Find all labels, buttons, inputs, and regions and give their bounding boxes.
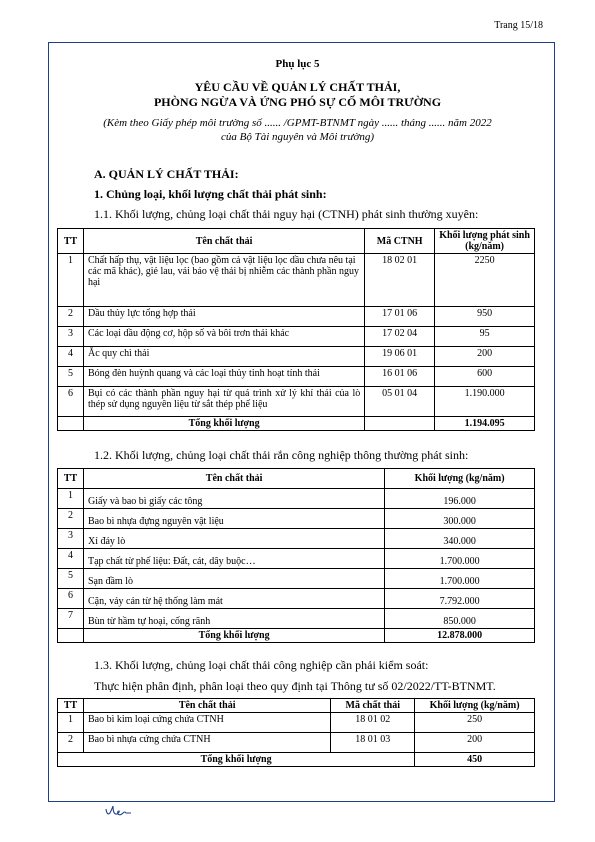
table-row — [58, 713, 535, 733]
cell-amount: 7.792.000 — [385, 589, 535, 609]
header-cell: Khối lượng (kg/năm) — [385, 469, 535, 489]
header-cell: Tên chất thải — [83, 469, 384, 489]
cell-code: 18 01 02 — [331, 713, 415, 733]
total-label: Tổng khối lượng — [83, 629, 384, 643]
table-row — [58, 327, 535, 347]
cell-empty — [58, 417, 84, 431]
cell-name: Ắc quy chì thải — [83, 347, 364, 367]
cell-code: 05 01 04 — [365, 387, 435, 417]
table-row — [58, 569, 535, 589]
cell-amount: 600 — [435, 367, 535, 387]
cell-name: Chất hấp thụ, vật liệu lọc (bao gồm cả vật liệu lọc dầu chưa nêu tại các mã khác), giẻ lau, vải bảo vệ thải bị nhiễm các thành phần nguy hại — [83, 254, 364, 307]
table-row — [58, 347, 535, 367]
cell-amount: 95 — [435, 327, 535, 347]
cell-amount: 340.000 — [385, 529, 535, 549]
cell-name: Bóng đèn huỳnh quang và các loại thủy tinh hoạt tính thải — [83, 367, 364, 387]
cell-amount: 850.000 — [385, 609, 535, 629]
cell-name: Bao bì nhựa đựng nguyên vật liệu — [83, 509, 384, 529]
table-header-row — [58, 469, 535, 489]
cell-amount: 250 — [415, 713, 535, 733]
table-row — [58, 387, 535, 417]
page-number: Trang 15/18 — [494, 20, 543, 31]
cell-code: 16 01 06 — [365, 367, 435, 387]
table-header-row — [58, 229, 535, 254]
cell-index: 2 — [58, 307, 84, 327]
note-line1: (Kèm theo Giấy phép môi trường số ...... /GPMT-BTNMT ngày ...... tháng ...... năm 2022 — [103, 117, 492, 129]
signature-mark — [104, 803, 134, 819]
table-row — [58, 509, 535, 529]
section-1-2-heading: 1.2. Khối lượng, chủng loại chất thải rắn công nghiệp thông thường phát sinh: — [94, 448, 469, 462]
hazardous-waste-table — [57, 228, 535, 431]
cell-index: 3 — [58, 327, 84, 347]
table-row — [58, 589, 535, 609]
cell-name: Sạn đầm lò — [83, 569, 384, 589]
header-cell: Khối lượng phát sinh (kg/năm) — [435, 229, 535, 254]
page-title-line2: PHÒNG NGỪA VÀ ỨNG PHÓ SỰ CỐ MÔI TRƯỜNG — [153, 95, 442, 109]
cell-amount: 1.190.000 — [435, 387, 535, 417]
cell-amount: 200 — [435, 347, 535, 367]
cell-amount: 200 — [415, 733, 535, 753]
cell-name: Xỉ đáy lò — [83, 529, 384, 549]
table-header-row — [58, 699, 535, 713]
cell-name: Tạp chất từ phế liệu: Đất, cát, dây buộc… — [83, 549, 384, 569]
total-value: 1.194.095 — [435, 417, 535, 431]
cell-empty — [365, 417, 435, 431]
cell-index: 3 — [58, 529, 84, 549]
cell-index: 2 — [58, 733, 84, 753]
table-row — [58, 733, 535, 753]
table-row — [58, 254, 535, 307]
cell-index: 1 — [58, 254, 84, 307]
cell-amount: 196.000 — [385, 489, 535, 509]
table-row — [58, 489, 535, 509]
header-cell: TT — [58, 229, 84, 254]
cell-index: 1 — [58, 713, 84, 733]
note-line2: của Bộ Tài nguyên và Môi trường) — [220, 131, 374, 143]
solid-waste-table — [57, 468, 535, 643]
total-label: Tổng khối lượng — [58, 753, 415, 767]
header-cell: Mã chất thải — [331, 699, 415, 713]
table-total-row — [58, 417, 535, 431]
table-row — [58, 367, 535, 387]
cell-code: 18 01 03 — [331, 733, 415, 753]
cell-index: 1 — [58, 489, 84, 509]
cell-index: 6 — [58, 589, 84, 609]
cell-name: Bùn từ hầm tự hoại, cống rãnh — [83, 609, 384, 629]
cell-name: Dầu thủy lực tổng hợp thải — [83, 307, 364, 327]
total-value: 12.878.000 — [385, 629, 535, 643]
header-cell: TT — [58, 469, 84, 489]
total-label: Tổng khối lượng — [83, 417, 364, 431]
section-1-heading: 1. Chủng loại, khối lượng chất thải phát sinh: — [94, 187, 327, 201]
cell-code: 17 02 04 — [365, 327, 435, 347]
cell-amount: 1.700.000 — [385, 549, 535, 569]
section-1-1-heading: 1.1. Khối lượng, chủng loại chất thải nguy hại (CTNH) phát sinh thường xuyên: — [94, 207, 479, 221]
cell-index: 5 — [58, 367, 84, 387]
table-row — [58, 549, 535, 569]
section-1-3-heading: 1.3. Khối lượng, chủng loại chất thải công nghiệp cần phải kiểm soát: — [94, 658, 429, 672]
cell-amount: 300.000 — [385, 509, 535, 529]
cell-name: Bao bì nhựa cứng chứa CTNH — [83, 733, 330, 753]
header-cell: Mã CTNH — [365, 229, 435, 254]
cell-index: 2 — [58, 509, 84, 529]
cell-code: 19 06 01 — [365, 347, 435, 367]
table-total-row — [58, 753, 535, 767]
cell-amount: 950 — [435, 307, 535, 327]
table-row — [58, 609, 535, 629]
table-total-row — [58, 629, 535, 643]
cell-index: 4 — [58, 549, 84, 569]
cell-amount: 1.700.000 — [385, 569, 535, 589]
cell-index: 6 — [58, 387, 84, 417]
cell-amount: 2250 — [435, 254, 535, 307]
header-cell: TT — [58, 699, 84, 713]
cell-name: Cặn, vảy cán từ hệ thống làm mát — [83, 589, 384, 609]
cell-code: 17 01 06 — [365, 307, 435, 327]
appendix-label: Phụ lục 5 — [275, 58, 320, 70]
section-a-heading: A. QUẢN LÝ CHẤT THẢI: — [94, 167, 239, 181]
header-cell: Tên chất thải — [83, 699, 330, 713]
total-value: 450 — [415, 753, 535, 767]
page-title-line1: YÊU CẦU VỀ QUẢN LÝ CHẤT THẢI, — [194, 80, 401, 94]
cell-name: Bao bì kim loại cứng chứa CTNH — [83, 713, 330, 733]
cell-name: Bụi có các thành phần nguy hại từ quá trình xử lý khí thải của lò thép sử dụng nguyên liệu từ sắt thép phế liệu — [83, 387, 364, 417]
cell-code: 18 02 01 — [365, 254, 435, 307]
cell-name: Giấy và bao bì giấy các tông — [83, 489, 384, 509]
cell-empty — [58, 629, 84, 643]
cell-index: 4 — [58, 347, 84, 367]
table-row — [58, 307, 535, 327]
controlled-waste-table — [57, 698, 535, 767]
cell-index: 5 — [58, 569, 84, 589]
header-cell: Tên chất thải — [83, 229, 364, 254]
cell-index: 7 — [58, 609, 84, 629]
table-row — [58, 529, 535, 549]
cell-name: Các loại dầu động cơ, hộp số và bôi trơn thải khác — [83, 327, 364, 347]
header-cell: Khối lượng (kg/năm) — [415, 699, 535, 713]
section-1-3-note: Thực hiện phân định, phân loại theo quy định tại Thông tư số 02/2022/TT-BTNMT. — [94, 679, 496, 693]
